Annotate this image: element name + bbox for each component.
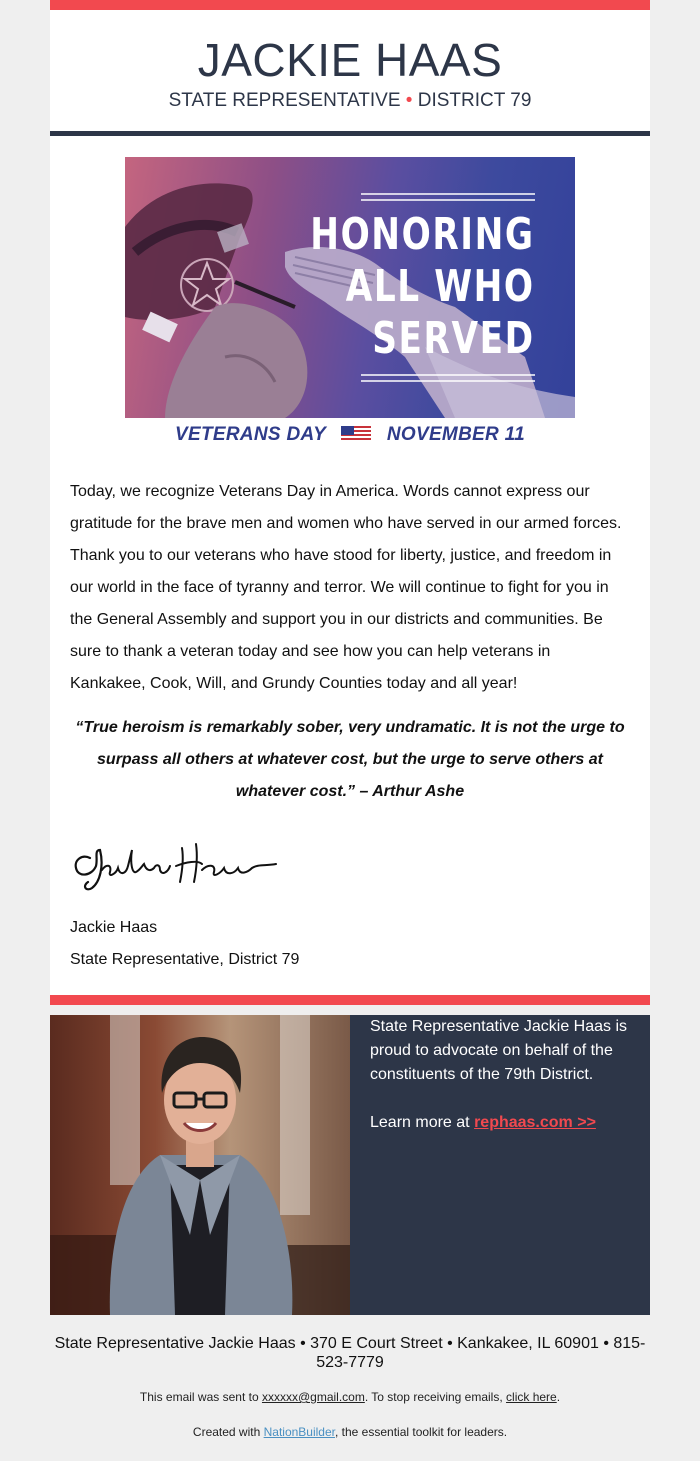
caption-veterans-day: VETERANS DAY [175,424,326,445]
sent-prefix: This email was sent to [139,1390,262,1404]
sent-suffix: . [556,1390,561,1404]
top-accent-bar [50,0,650,10]
banner-top-line [361,193,535,195]
representative-name: JACKIE HAAS [197,34,503,86]
banner-title-line-3: SERVED [372,313,535,364]
veterans-day-banner [125,157,575,418]
signer-title: State Representative, District 79 [70,951,300,968]
section-accent-bar [50,995,650,1005]
banner-title-line-2: ALL WHO [346,261,535,312]
learn-more-prefix: Learn more at [370,1114,475,1131]
nationbuilder-link[interactable]: NationBuilder [263,1425,335,1439]
about-panel [350,1015,650,1315]
footer-created-with [0,1425,700,1439]
learn-more-line [370,1111,640,1135]
sent-middle: . To stop receiving emails, [364,1390,507,1404]
created-suffix: , the essential toolkit for leaders. [335,1425,508,1439]
handwritten-signature [70,836,280,896]
representative-subtitle [50,90,650,112]
rephaas-link[interactable]: rephaas.com >> [474,1114,596,1131]
representative-portrait [50,1015,350,1315]
caption-date: NOVEMBER 11 [386,424,525,445]
message-paragraph: Today, we recognize Veterans Day in America. Words cannot express our gratitude for the brave men and women who have served in our armed forces. Thank you to our veterans who have stood for liberty, justice, and freedom in our world in the face of tyranny and terror. We will continue to fight for you in the General Assembly and support you in our districts and communities. Be sure to thank a veteran today and see how you can help veterans in Kankakee, Cook, Will, and Grundy Counties today and all year! [70,483,622,692]
footer-sent-notice [0,1390,700,1404]
signer-block [70,912,299,976]
veterans-day-caption [50,424,650,446]
banner-title-line-1: HONORING [310,209,535,260]
section-gap [50,1005,650,1015]
unsubscribe-link[interactable]: click here [506,1390,557,1404]
about-text: State Representative Jackie Haas is proud to advocate on behalf of the constituents of the 79th District. [370,1018,628,1083]
subtitle-separator: • [405,90,413,111]
newsletter-header [50,10,650,131]
recipient-email-link[interactable]: xxxxxx@gmail.com [261,1390,365,1404]
about-text-block [370,1015,640,1135]
portrait-illustration [50,1015,350,1315]
footer-address: State Representative Jackie Haas • 370 E Court Street • Kankakee, IL 60901 • 815-523-7779 [54,1335,646,1371]
us-flag-icon [341,426,371,442]
subtitle-office: STATE REPRESENTATIVE [168,90,401,111]
subtitle-district: DISTRICT 79 [417,90,532,111]
banner-bottom-line-2 [361,380,535,382]
arthur-ashe-quote: “True heroism is remarkably sober, very undramatic. It is not the urge to surpass all others at whatever cost, but the urge to serve others at whatever cost.” – Arthur Ashe [75,719,625,800]
banner-title [311,209,535,365]
newsletter-body [50,136,650,995]
signer-name: Jackie Haas [70,919,158,936]
banner-bottom-line [361,374,535,376]
banner-top-line-2 [361,199,535,201]
created-prefix: Created with [192,1425,264,1439]
